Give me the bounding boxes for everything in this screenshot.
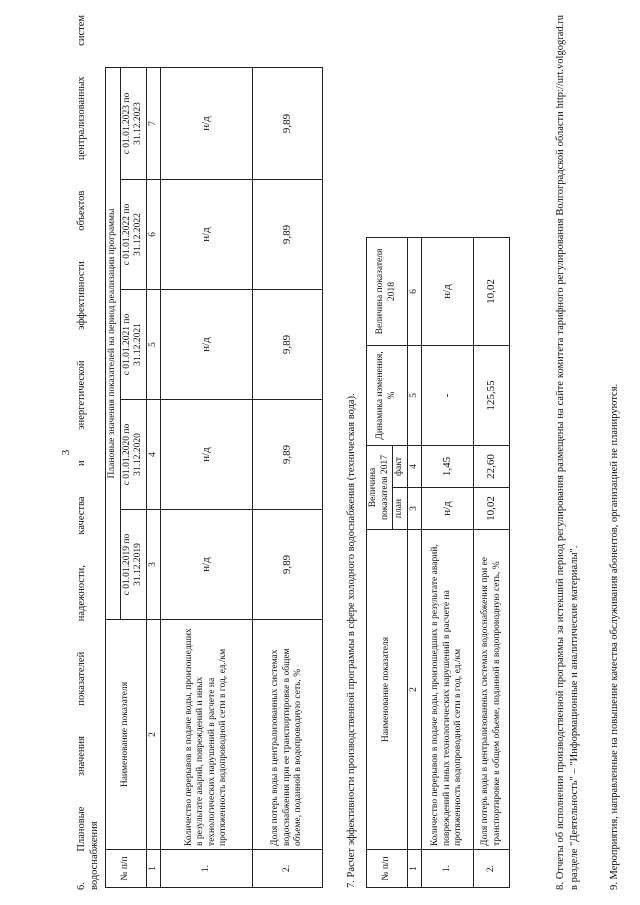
rotated-page	[59, 15, 620, 890]
header-fact: факт	[393, 445, 408, 487]
period-header: с 01.01.2023 по 31.12.2023	[120, 68, 146, 180]
header-dynamics: Динамика изменения, %	[367, 345, 408, 445]
header-no: № п/п	[106, 850, 147, 888]
column-number: 1	[146, 850, 161, 888]
column-number: 6	[146, 180, 161, 290]
table-row: 2. Доля потерь воды в централизованных системах водоснабжения при ее транспортировке в общем объеме, поданной в водопроводную сеть, % 10,02 22,60 125,55 10,02	[474, 237, 510, 887]
column-number: 5	[146, 290, 161, 400]
header-planned-values: Плановые значения показателей на период реализации программы	[106, 68, 121, 620]
column-number: 1	[407, 850, 422, 888]
column-number: 5	[407, 345, 422, 445]
section-8-paragraph: 8. Отчеты об исполнении производственной программы за истекший период регулирования размещены на сайте комитета тарифного регулирования Волгоградской области http://urt.volgograd.ru в разделе "Деятельность" – "Информационные и аналитические материалы".	[555, 15, 580, 890]
period-header: с 01.01.2020 по 31.12.2020	[120, 400, 146, 510]
period-header: с 01.01.2021 по 31.12.2021	[120, 290, 146, 400]
header-indicator-name: Наименование показателя	[367, 530, 408, 850]
table-row: 1. Количество перерывов в подаче воды, произошедших в результате аварий, повреждений и иных технологических нарушений в расчете на протяженность водопроводной сети в год, ед./км н/д 1,45 - н/д	[422, 237, 474, 887]
section-7-heading: 7. Расчет эффективности производственной программы в сфере холодного водоснабжения (техническая вода).	[346, 393, 357, 888]
column-number: 2	[407, 530, 422, 850]
header-no: № п/п	[367, 850, 408, 888]
period-header: с 01.01.2022 по 31.12.2022	[120, 180, 146, 290]
table-row: 1. Количество перерывов в подаче воды, произошедших в результате аварий, повреждений и иных технологических нарушений в расчете на протяженность водопроводной сети в год, ед./км н/д н/д н/д н/д н/д	[161, 68, 253, 888]
efficiency-calculation-table	[366, 237, 510, 888]
section-6-heading: 6. Плановые значения показателей надежности, качества и энергетической эффективности объектов централизованных систем водоснабжения	[76, 15, 100, 890]
column-number: 3	[407, 488, 422, 530]
header-value-2017: Величина показателя 2017	[367, 445, 393, 529]
column-number: 7	[146, 68, 161, 180]
column-number: 3	[146, 510, 161, 620]
section-9-paragraph: 9. Мероприятия, направленные на повышение качества обслуживания абонентов, организацией не планируются.	[609, 383, 620, 890]
column-number: 4	[407, 445, 422, 487]
reliability-targets-table	[105, 67, 323, 888]
period-header: с 01.01.2019 по 31.12.2019	[120, 510, 146, 620]
column-number: 2	[146, 620, 161, 850]
header-value-2018: Величина показателя 2018	[367, 237, 408, 345]
header-indicator-name: Наименование показателя	[106, 620, 147, 850]
column-number: 6	[407, 237, 422, 345]
column-number: 4	[146, 400, 161, 510]
header-plan: план	[393, 488, 408, 530]
page-number: 3	[60, 449, 72, 456]
table-row: 2. Доля потерь воды в централизованных системах водоснабжения при ее транспортировке в общем объеме, поданной в водопроводную сеть, % 9,89 9,89 9,89 9,89 9,89	[253, 68, 323, 888]
